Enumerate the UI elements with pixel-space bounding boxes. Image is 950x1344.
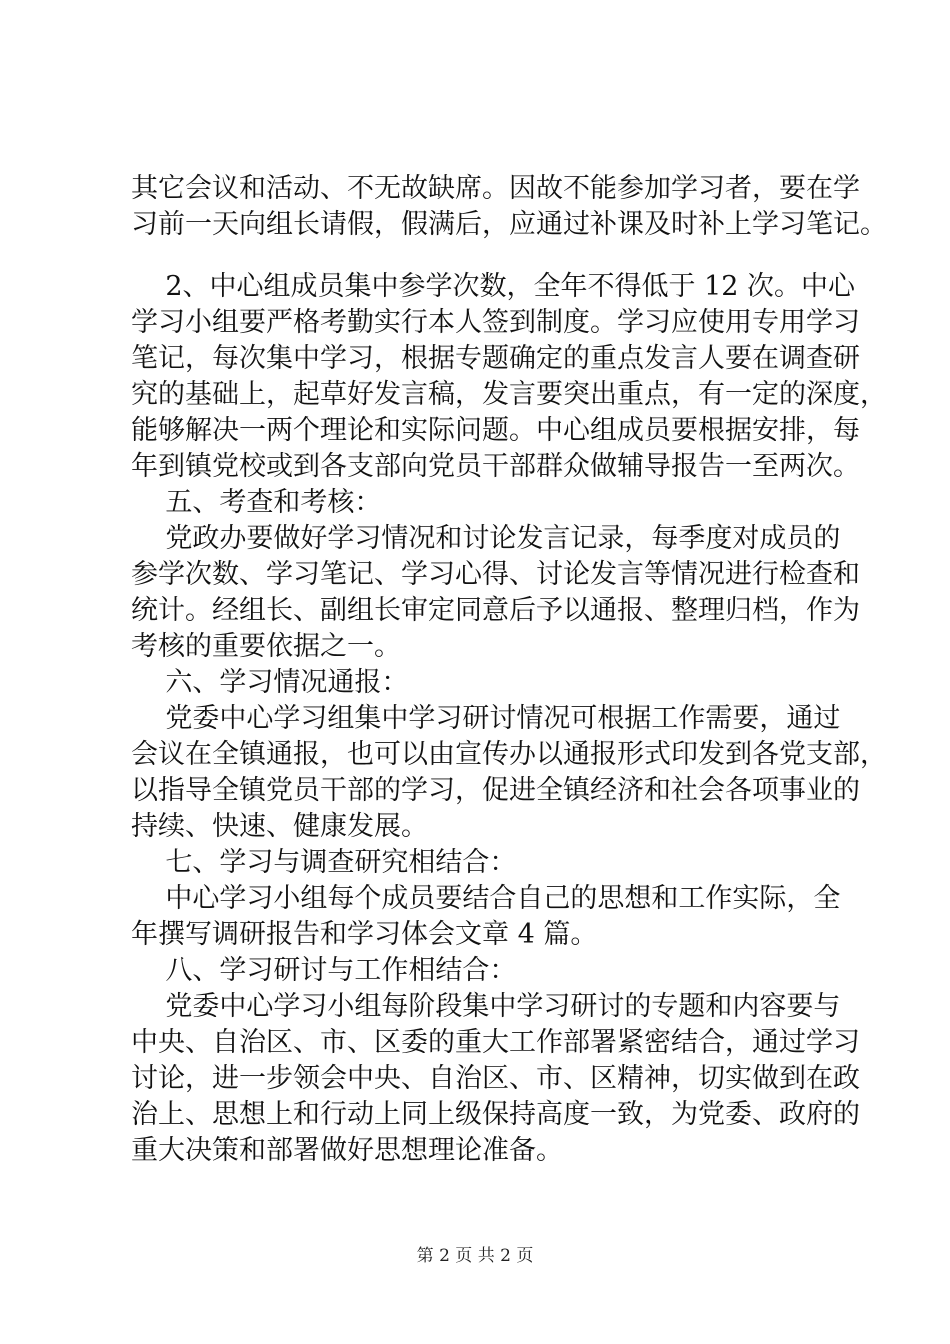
text-line: 讨论，进一步领会中央、自治区、市、区精神，切实做到在政: [131, 1063, 860, 1094]
text-line: 究的基础上，起草好发言稿，发言要突出重点，有一定的深度，: [131, 379, 887, 410]
text-line: 笔记，每次集中学习，根据专题确定的重点发言人要在调查研: [131, 343, 860, 374]
section-heading-7: 七、学习与调查研究相结合：: [131, 847, 517, 878]
text-line: 习前一天向组长请假，假满后，应通过补课及时补上学习笔记。: [131, 209, 887, 240]
paragraph-gap: [131, 243, 831, 269]
page-footer: 第 2 页 共 2 页: [416, 1246, 534, 1266]
text-line: 中央、自治区、市、区委的重大工作部署紧密结合，通过学习: [131, 1027, 860, 1058]
text-line: 持续、快速、健康发展。: [131, 811, 428, 842]
text-line: 参学次数、学习笔记、学习心得、讨论发言等情况进行检查和: [131, 559, 860, 590]
text-line: 会议在全镇通报，也可以由宣传办以通报形式印发到各党支部，: [131, 739, 887, 770]
section-heading-5: 五、考查和考核：: [131, 487, 382, 518]
text-line: 治上、思想上和行动上同上级保持高度一致，为党委、政府的: [131, 1099, 860, 1130]
paragraph-5: [131, 521, 860, 665]
text-line: 能够解决一两个理论和实际问题。中心组成员要根据安排，每: [131, 415, 860, 446]
section-heading-8: 八、学习研讨与工作相结合：: [131, 955, 517, 986]
text-line: 统计。经组长、副组长审定同意后予以通报、整理归档，作为: [131, 595, 860, 626]
section-heading-6: 六、学习情况通报：: [131, 667, 409, 698]
text-line: 重大决策和部署做好思想理论准备。: [131, 1135, 563, 1166]
document-body: [131, 171, 887, 1169]
text-line: 党委中心学习小组每阶段集中学习研讨的专题和内容要与: [131, 991, 841, 1022]
paragraph-6: [131, 701, 887, 845]
paragraph-intro: [131, 171, 887, 243]
text-line: 其它会议和活动、不无故缺席。因故不能参加学习者，要在学: [131, 173, 860, 204]
paragraph-7: [131, 881, 841, 953]
paragraph-8: [131, 989, 860, 1169]
text-line: 党委中心学习组集中学习研讨情况可根据工作需要，通过: [131, 703, 841, 734]
text-line: 中心学习小组每个成员要结合自己的思想和工作实际，全: [131, 883, 841, 914]
text-line: 党政办要做好学习情况和讨论发言记录，每季度对成员的: [131, 523, 841, 554]
text-line: 2、中心组成员集中参学次数，全年不得低于 12 次。中心: [131, 271, 856, 302]
text-line: 年撰写调研报告和学习体会文章 4 篇。: [131, 919, 598, 950]
text-line: 年到镇党校或到各支部向党员干部群众做辅导报告一至两次。: [131, 451, 860, 482]
text-line: 以指导全镇党员干部的学习，促进全镇经济和社会各项事业的: [131, 775, 860, 806]
text-line: 学习小组要严格考勤实行本人签到制度。学习应使用专用学习: [131, 307, 860, 338]
paragraph-2: [131, 269, 887, 485]
text-line: 考核的重要依据之一。: [131, 631, 401, 662]
